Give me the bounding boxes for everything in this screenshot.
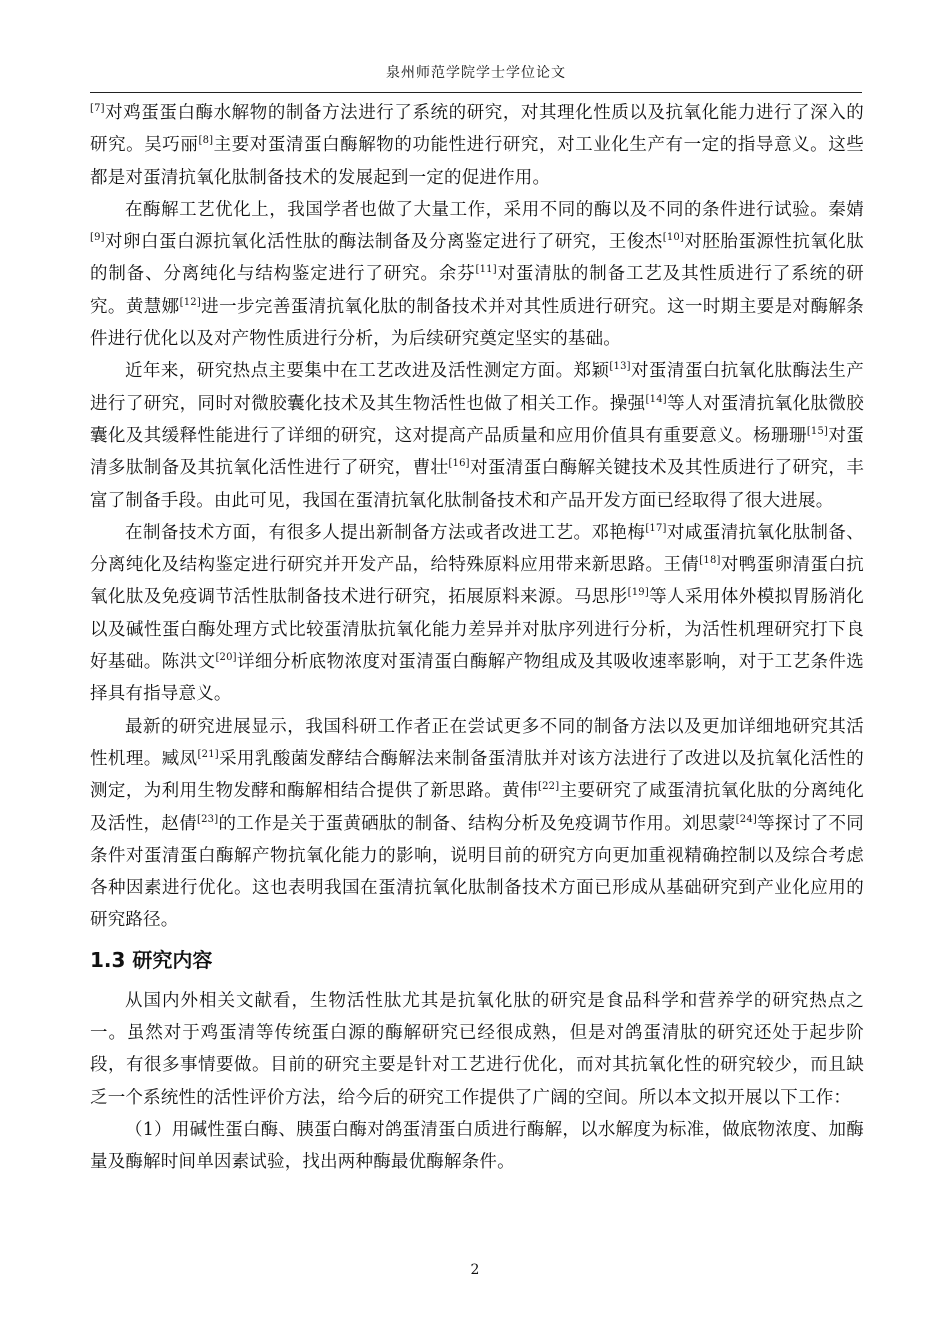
citation-ref: [13] — [609, 361, 631, 373]
citation-ref: [18] — [699, 555, 721, 567]
header-rule — [90, 92, 862, 93]
citation-ref: [8] — [198, 135, 214, 147]
citation-ref: [10] — [662, 232, 685, 244]
citation-ref: [19] — [627, 587, 649, 599]
citation-ref: [17] — [645, 522, 667, 534]
citation-ref: [21] — [197, 748, 219, 760]
citation-ref: [9] — [90, 232, 105, 244]
citation-ref: [20] — [215, 652, 237, 664]
running-header: 泉州师范学院学士学位论文 — [386, 65, 566, 81]
citation-ref: [16] — [448, 458, 470, 470]
paragraph-3: 近年来，研究热点主要集中在工艺改进及活性测定方面。郑颖[13]对蛋清蛋白抗氧化肽酶法生产进行了研究，同时对微胶囊化技术及其生物活性也做了相关工作。操强[14]等人对蛋清抗氧化肽微胶囊化及其缓释性能进行了详细的研究，这对提高产品质量和应用价值具有重要意义。杨珊珊[15]对蛋清多肽制备及其抗氧化活性进行了研究，曹壮[16]对蛋清蛋白酶解关键技术及其性质进行了研究，丰富了制备手段。由此可见，我国在蛋清抗氧化肽制备技术和产品开发方面已经取得了很大进展。 — [90, 361, 865, 511]
citation-ref: [24] — [735, 813, 757, 825]
paragraph-5: 最新的研究进展显示，我国科研工作者正在尝试更多不同的制备方法以及更加详细地研究其活性机理。臧凤[21]采用乳酸菌发酵结合酶解法来制备蛋清肽并对该方法进行了改进以及抗氧化活性的测定，为利用生物发酵和酶解相结合提供了新思路。黄伟[22]主要研究了咸蛋清抗氧化肽的分离纯化及活性，赵倩[23]的工作是关于蛋黄硒肽的制备、结构分析及免疫调节作用。刘思蒙[24]等探讨了不同条件对蛋清蛋白酶解产物抗氧化能力的影响，说明目前的研究方向更加重视精确控制以及综合考虑各种因素进行优化。这也表明我国在蛋清抗氧化肽制备技术方面已形成从基础研究到产业化应用的研究路径。 — [90, 716, 865, 931]
paragraph-2: 在酶解工艺优化上，我国学者也做了大量工作，采用不同的酶以及不同的条件进行试验。秦婧[9]对卵白蛋白源抗氧化活性肽的酶法制备及分离鉴定进行了研究，王俊杰[10]对胚胎蛋源性抗氧化肽的制备、分离纯化与结构鉴定进行了研究。余芬[11]对蛋清肽的制备工艺及其性质进行了系统的研究。黄慧娜[12]进一步完善蛋清抗氧化肽的制备技术并对其性质进行研究。这一时期主要是对酶解条件进行优化以及对产物性质进行分析，为后续研究奠定坚实的基础。 — [90, 199, 864, 350]
citation-ref: [14] — [645, 393, 667, 405]
citation-ref: [11] — [475, 264, 497, 276]
section-heading: 1.3 研究内容 — [90, 947, 213, 972]
citation-ref: [23] — [197, 813, 219, 825]
page-number: 2 — [470, 1262, 480, 1278]
section-paragraph-2: （1）用碱性蛋白酶、胰蛋白酶对鸽蛋清蛋白质进行酶解，以水解度为标准，做底物浓度、加酶量及酶解时间单因素试验，找出两种酶最优酶解条件。 — [90, 1119, 864, 1173]
paragraph-4: 在制备技术方面，有很多人提出新制备方法或者改进工艺。邓艳梅[17]对咸蛋清抗氧化肽制备、分离纯化及结构鉴定进行研究并开发产品，给特殊原料应用带来新思路。王倩[18]对鸭蛋卵清蛋白抗氧化肽及免疫调节活性肽制备技术进行研究，拓展原料来源。马思彤[19]等人采用体外模拟胃肠消化以及碱性蛋白酶处理方式比较蛋清肽抗氧化能力差异并对肽序列进行分析，为活性机理研究打下良好基础。陈洪文[20]详细分析底物浓度对蛋清蛋白酶解产物组成及其吸收速率影响，对于工艺条件选择具有指导意义。 — [90, 522, 864, 705]
paragraph-1: [7]对鸡蛋蛋白酶水解物的制备方法进行了系统的研究，对其理化性质以及抗氧化能力进行了深入的研究。吴巧丽[8]主要对蛋清蛋白酶解物的功能性进行研究，对工业化生产有一定的指导意义。这些都是对蛋清抗氧化肽制备技术的发展起到一定的促进作用。 — [90, 103, 864, 188]
section-paragraph-1: 从国内外相关文献看，生物活性肽尤其是抗氧化肽的研究是食品科学和营养学的研究热点之一。虽然对于鸡蛋清等传统蛋白源的酶解研究已经很成熟，但是对鸽蛋清肽的研究还处于起步阶段，有很多事情要做。目前的研究主要是针对工艺进行优化，而对其抗氧化性的研究较少，而且缺乏一个系统性的活性评价方法，给今后的研究工作提供了广阔的空间。所以本文拟开展以下工作： — [90, 990, 864, 1108]
citation-ref: [15] — [806, 425, 829, 437]
citation-ref: [7] — [90, 103, 105, 114]
document-body — [90, 97, 864, 1179]
citation-ref: [12] — [179, 296, 201, 308]
citation-ref: [22] — [538, 781, 560, 793]
